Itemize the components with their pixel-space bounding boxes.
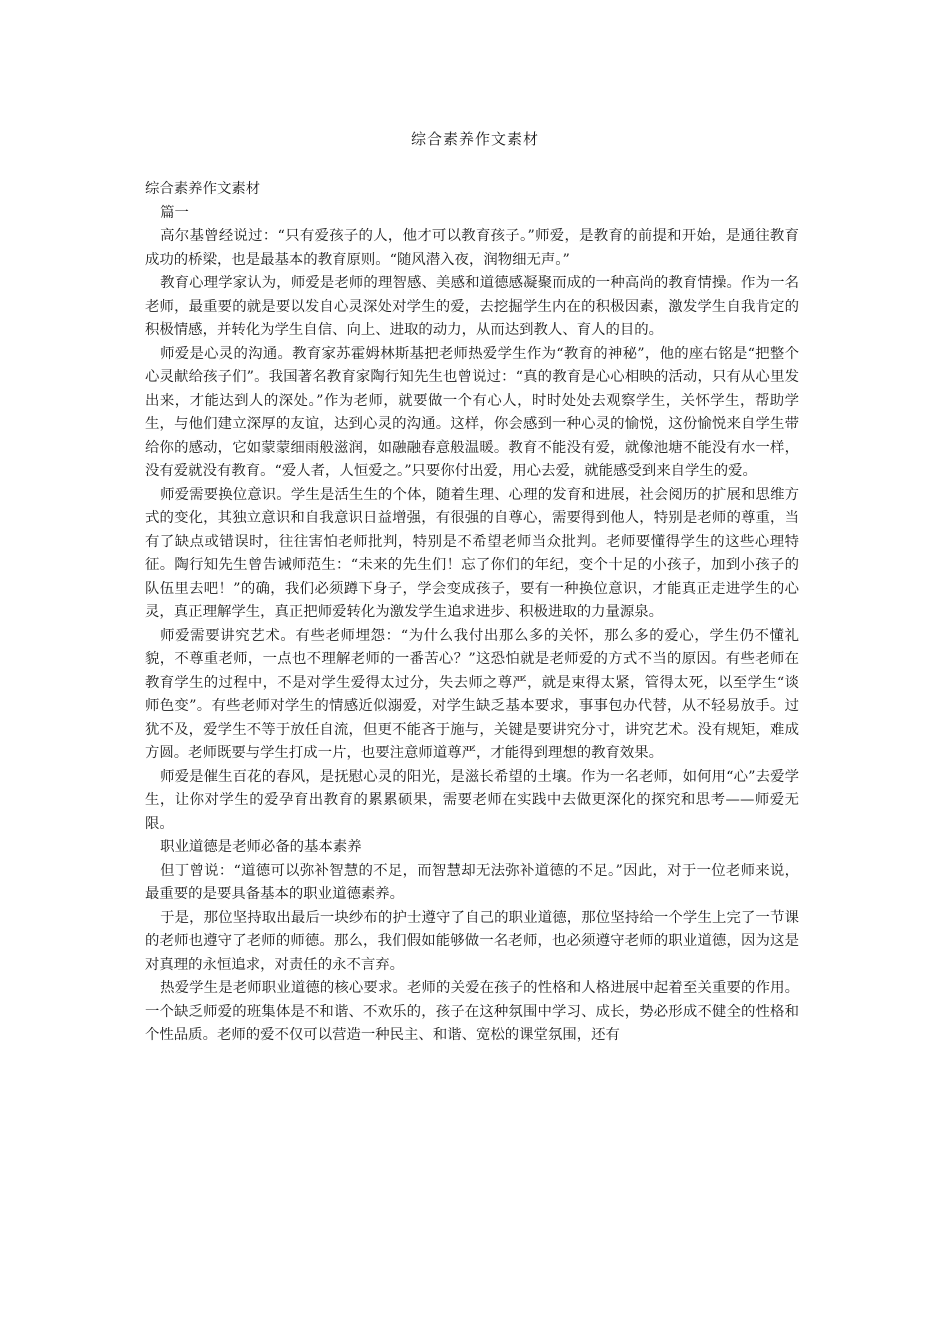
paragraph: 热爱学生是老师职业道德的核心要求。老师的关爱在孩子的性格和人格进展中起着至关重要的作用。一个缺乏师爱的班集体是不和谐、不欢乐的，孩子在这种氛围中学习、成长，势必形成不健全的性格和个性品质。老师的爱不仅可以营造一种民主、和谐、宽松的课堂氛围，还有 — [145, 980, 799, 1043]
section-label: 篇一 — [160, 204, 189, 221]
paragraph: 师爱是心灵的沟通。教育家苏霍姆林斯基把老师热爱学生作为“教育的神秘”，他的座右铭是“把整个心灵献给孩子们”。我国著名教育家陶行知先生也曾说过：“真的教育是心心相映的活动，只有从心里发出来，才能达到人的深处。”作为老师，就要做一个有心人，时时处处去观察学生，关怀学生，帮助学生，与他们建立深厚的友谊，达到心灵的沟通。这样，你会感到一种心灵的愉悦，这份愉悦来自学生带给你的感动，它如蒙蒙细雨般滋润，如融融春意般温暖。教育不能没有爱，就像池塘不能没有水一样，没有爱就没有教育。“爱人者，人恒爱之。”只要你付出爱，用心去爱，就能感受到来自学生的爱。 — [145, 345, 799, 479]
document-heading: 综合素养作文素材 — [145, 181, 261, 197]
document-title: 综合素养作文素材 — [410, 130, 539, 148]
paragraph: 师爱需要讲究艺术。有些老师埋怨：“为什么我付出那么多的关怀，那么多的爱心，学生仍不懂礼貌，不尊重老师，一点也不理解老师的一番苦心？”这恐怕就是老师爱的方式不当的原因。有些老师在教育学生的过程中，不是对学生爱得太过分，失去师之尊严，就是束得太紧，管得太死，以至学生“谈师色变”。有些老师对学生的情感近似溺爱，对学生缺乏基本要求，事事包办代替，从不轻易放手。过犹不及，爱学生不等于放任自流，但更不能吝于施与，关键是要讲究分寸，讲究艺术。没有规矩，难成方圆。老师既要与学生打成一片，也要注意师道尊严，才能得到理想的教育效果。 — [145, 627, 799, 761]
paragraph: 师爱是催生百花的春风，是抚慰心灵的阳光，是滋长希望的土壤。作为一名老师，如何用“心”去爱学生，让你对学生的爱孕育出教育的累累硕果，需要老师在实践中去做更深化的探究和思考——师爱无限。 — [145, 768, 799, 832]
paragraph: 教育心理学家认为，师爱是老师的理智感、美感和道德感凝聚而成的一种高尚的教育情操。作为一名老师，最重要的就是要以发自心灵深处对学生的爱，去挖掘学生内在的积极因素，激发学生自我肯定的积极情感，并转化为学生自信、向上、进取的动力，从而达到教人、育人的目的。 — [145, 275, 799, 338]
subheading: 职业道德是老师必备的基本素养 — [160, 839, 362, 855]
paragraph: 但丁曾说：“道德可以弥补智慧的不足，而智慧却无法弥补道德的不足。”因此，对于一位老师来说，最重要的是要具备基本的职业道德素养。 — [145, 862, 799, 902]
paragraph: 高尔基曾经说过：“只有爱孩子的人，他才可以教育孩子。”师爱，是教育的前提和开始，是通往教育成功的桥梁，也是最基本的教育原则。“随风潜入夜，润物细无声。” — [145, 228, 799, 268]
paragraph: 于是，那位坚持取出最后一块纱布的护士遵守了自己的职业道德，那位坚持给一个学生上完了一节课的老师也遵守了老师的师德。那么，我们假如能够做一名老师，也必须遵守老师的职业道德，因为这是对真理的永恒追求，对责任的永不言弃。 — [145, 909, 799, 973]
paragraph: 师爱需要换位意识。学生是活生生的个体，随着生理、心理的发育和进展，社会阅历的扩展和思维方式的变化，其独立意识和自我意识日益增强，有很强的自尊心，需要得到他人，特别是老师的尊重，当有了缺点或错误时，往往害怕老师批判，特别是不希望老师当众批判。老师要懂得学生的这些心理特征。陶行知先生曾告诫师范生：“未来的先生们！忘了你们的年纪，变个十足的小孩子，加到小孩子的队伍里去吧！”的确，我们必须蹲下身子，学会变成孩子，要有一种换位意识，才能真正走进学生的心灵，真正理解学生，真正把师爱转化为激发学生追求进步、积极进取的力量源泉。 — [145, 486, 799, 620]
document-body — [145, 178, 799, 1048]
